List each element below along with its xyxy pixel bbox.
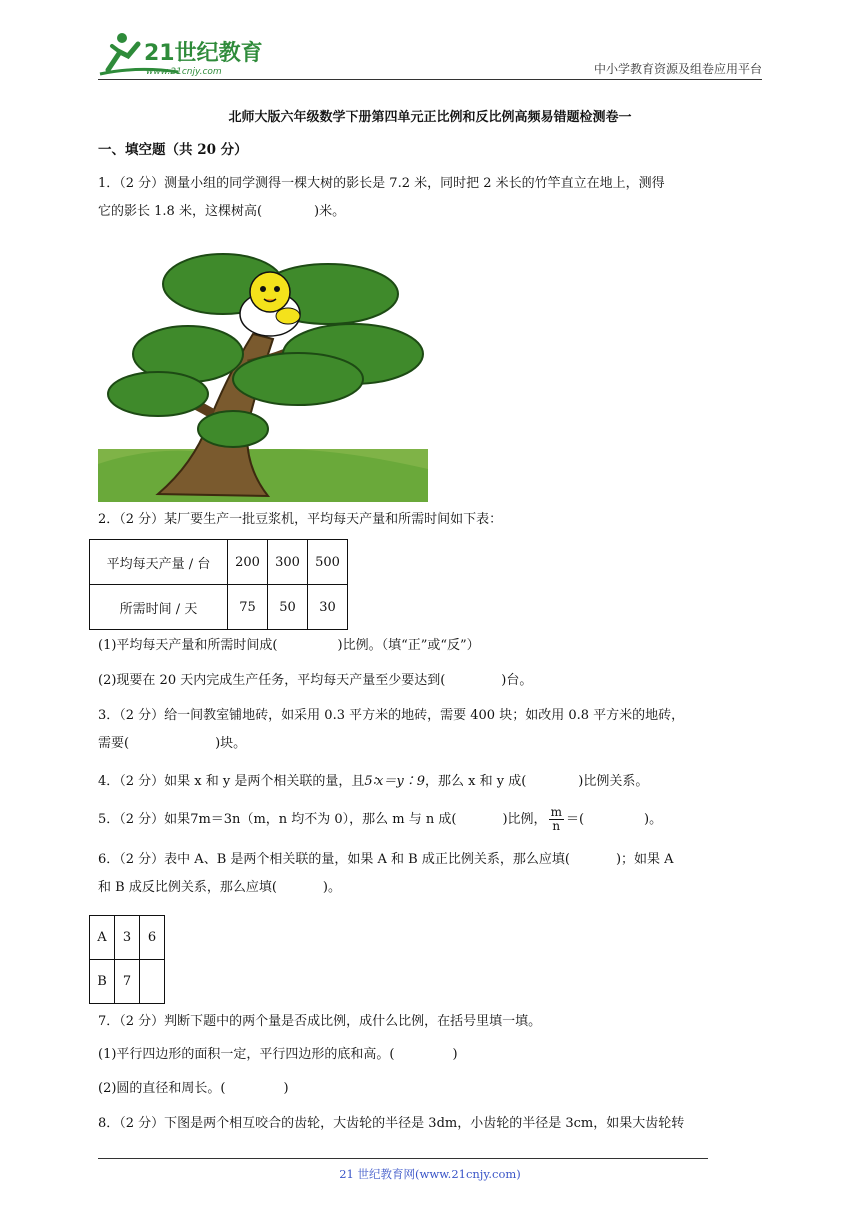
tree-illustration xyxy=(98,244,428,502)
q7-part1: (1)平行四边形的面积一定，平行四边形的底和高。( ) xyxy=(98,1047,458,1062)
footer-divider xyxy=(98,1158,708,1159)
table-cell: B xyxy=(90,960,115,1004)
table-row xyxy=(90,916,165,960)
table-cell: 所需时间 / 天 xyxy=(90,585,228,630)
question-5: 5．（2 分）如果7m＝3n（m，n 均不为 0），那么 m 与 n 成( )比例， $\frac{m}{n}$ ＝( )。 xyxy=(98,805,663,833)
logo-21cnjy xyxy=(98,30,268,78)
question-2: 2．（2 分）某厂要生产一批豆浆机，平均每天产量和所需时间如下表： xyxy=(98,512,503,527)
table-cell: 500 xyxy=(308,540,348,585)
q6-line1: 6．（2 分）表中 A、B 是两个相关联的量，如果 A 和 B 成正比例关系，那么应填( )；如果 A xyxy=(98,852,674,867)
question-4: 4．（2 分）如果 x 和 y 是两个相关联的量，且5∶x＝y∶9，那么 x 和 y 成( )比例关系。 xyxy=(98,774,649,789)
header-divider xyxy=(98,79,762,80)
table-cell: 平均每天产量 / 台 xyxy=(90,540,228,585)
logo-text: 21世纪教育 xyxy=(144,41,263,66)
q5-fraction: $\frac{m}{n}$ xyxy=(550,805,562,833)
q2-part1: (1)平均每天产量和所需时间成( )比例。（填“正”或“反”） xyxy=(98,638,480,653)
q6-line2: 和 B 成反比例关系，那么应填( )。 xyxy=(98,880,341,895)
page-title: 北师大版六年级数学下册第四单元正比例和反比例高频易错题检测卷一 xyxy=(228,110,632,125)
table-cell: 3 xyxy=(115,916,140,960)
section-heading: 一、填空题（共 20 分） xyxy=(98,142,248,158)
q4-ratio: 5∶x＝y∶9 xyxy=(364,774,425,789)
question-6 xyxy=(98,846,762,902)
q2-part2: (2)现要在 20 天内完成生产任务，平均每天产量至少要达到( )台。 xyxy=(98,673,533,688)
table-cell: 50 xyxy=(268,585,308,630)
table-cell: 75 xyxy=(228,585,268,630)
platform-name: 中小学教育资源及组卷应用平台 xyxy=(593,62,762,76)
table-cell: 7 xyxy=(115,960,140,1004)
question-8: 8．（2 分）下图是两个相互咬合的齿轮，大齿轮的半径是 3dm，小齿轮的半径是 3cm，如果大齿轮转 xyxy=(98,1116,685,1131)
question-1 xyxy=(98,170,762,226)
ab-table xyxy=(89,915,165,1004)
table-row xyxy=(90,585,348,630)
table-row xyxy=(90,960,165,1004)
table-row xyxy=(90,540,348,585)
q1-line1: 1．（2 分）测量小组的同学测得一棵大树的影长是 7.2 米，同时把 2 米长的竹竿直立在地上，测得 xyxy=(98,176,665,191)
q3-line2: 需要( )块。 xyxy=(98,736,247,751)
question-3 xyxy=(98,702,762,758)
table-cell xyxy=(140,960,165,1004)
footer-link[interactable]: 21 世纪教育网(www.21cnjy.com) xyxy=(339,1167,521,1181)
production-table xyxy=(89,539,348,630)
table-cell: A xyxy=(90,916,115,960)
q1-line2: 它的影长 1.8 米，这棵树高( )米。 xyxy=(98,204,346,219)
q7-part2: (2)圆的直径和周长。( ) xyxy=(98,1081,289,1096)
table-cell: 200 xyxy=(228,540,268,585)
table-cell: 30 xyxy=(308,585,348,630)
page-header xyxy=(98,30,762,80)
logo-url: www.21cnjy.com xyxy=(146,67,222,77)
q5-equation: 7m＝3n xyxy=(190,812,241,827)
table-cell: 6 xyxy=(140,916,165,960)
table-cell: 300 xyxy=(268,540,308,585)
q3-line1: 3．（2 分）给一间教室铺地砖，如采用 0.3 平方米的地砖，需要 400 块；如改用 0.8 平方米的地砖， xyxy=(98,708,685,723)
question-7: 7．（2 分）判断下题中的两个量是否成比例，成什么比例，在括号里填一填。 xyxy=(98,1014,542,1029)
